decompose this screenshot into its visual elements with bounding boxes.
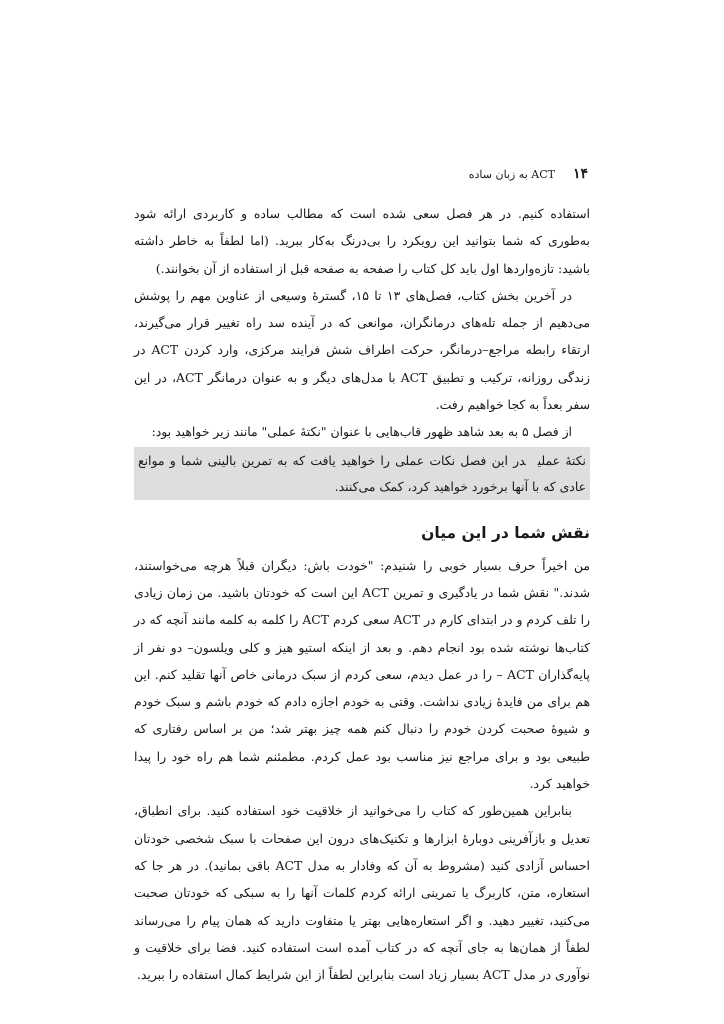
paragraph-intro-continued: استفاده کنیم. در هر فصل سعی شده است که مطالب ساده و کاربردی ارائه شود به‌طوری که شما بتوانید این رویکرد را بی‌درنگ به‌کار ببرید. (اما لطفاً به خاطر داشته باشید: تازه‌واردها اول باید کل کتاب را صفحه به صفحه قبل از استفاده از آن بخوانند.): [134, 206, 590, 276]
section-heading: نقش شما در این میان: [421, 523, 590, 542]
practical-tip-text: در این فصل نکات عملی را خواهید یافت که به تمرین بالینی شما و موانع عادی که با آنها برخورد خواهید کرد، کمک می‌کنند.: [138, 452, 586, 494]
page-body: [134, 200, 590, 988]
practical-tip-label: نکتهٔ عملی: [537, 452, 586, 468]
running-header: [469, 166, 588, 182]
paragraph-last-section: در آخرین بخش کتاب، فصل‌های ۱۳ تا ۱۵، گسترهٔ وسیعی از عناوین مهم را پوشش می‌دهیم از جمله تله‌های درمانگران، موانعی که در آینده سد راه تغییر قرار می‌گیرند، ارتقاء رابطه مراجع–درمانگر، حرکت اطراف شش فرایند مرکزی، وارد کردن ACT در زندگی روزانه، ترکیب و تطبیق ACT با مدل‌های دیگر و به عنوان درمانگر ACT، در این سفر بعداً به کجا خواهیم رفت.: [134, 287, 590, 413]
paragraph-practical-tip-intro: از فصل ۵ به بعد شاهد ظهور قاب‌هایی با عنوان "نکتهٔ عملی" مانند زیر خواهید بود:: [151, 424, 572, 440]
paragraph-be-yourself: من اخیراً حرف بسیار خوبی را شنیدم: "خودت باش: دیگران قبلاً هرچه می‌خواستند، شدند." نقش شما در یادگیری و تمرین ACT این است که خودتان باشید. من زمان زیادی را تلف کردم و در ابتدای کارم در ACT سعی کردم ACT را کلمه به کلمه مانند آنچه که در کتاب‌ها نوشته شده بود انجام دهم. و بعد از اینکه استیو هیز و کلی ویلسون– دو نفر از پایه‌گذاران ACT – را در عمل دیدم، سعی کردم از سبک درمانی خاص آنها تقلید کنم. این هم برای من فایدهٔ زیادی نداشت. وقتی به خودم اجازه دادم که خودم باشم و سبک خودم و شیوهٔ صحبت کردن خودم را دنبال کنم همه چیز بهتر شد؛ من بر اساس رفتاری که طبیعی بود و برای مراجع نیز مناسب بود عمل کردم. مطمئنم شما هم راه خود را پیدا خواهید کرد.: [134, 557, 591, 792]
running-title: ACT به زبان ساده: [468, 168, 555, 181]
paragraph-creativity: بنابراین همین‌طور که کتاب را می‌خوانید از خلاقیت خود استفاده کنید. برای انطباق، تعدیل و بازآفرینی دوبارهٔ ابزارها و تکنیک‌های درون این صفحات با سبک شخصی خودتان احساس آزادی کنید (مشروط به آن که وفادار به مدل ACT باقی بمانید). در هر جا که استعاره، متن، کاربرگ یا تمرینی ارائه کردم کلمات آنها را به سبکی که خودتان صحبت می‌کنید، تغییر دهید. و اگر استعاره‌هایی بهتر یا متفاوت دارید که همان پیام را می‌رساند لطفاً از همان‌ها به جای آنچه که در کتاب آمده است استفاده کنید. فضا برای خلاقیت و نوآوری در مدل ACT بسیار زیاد است بنابراین لطفاً از این شرایط کمال استفاده را ببرید.: [134, 803, 591, 983]
practical-tip-box: [134, 447, 590, 500]
page-number: ۱۴: [572, 166, 588, 182]
